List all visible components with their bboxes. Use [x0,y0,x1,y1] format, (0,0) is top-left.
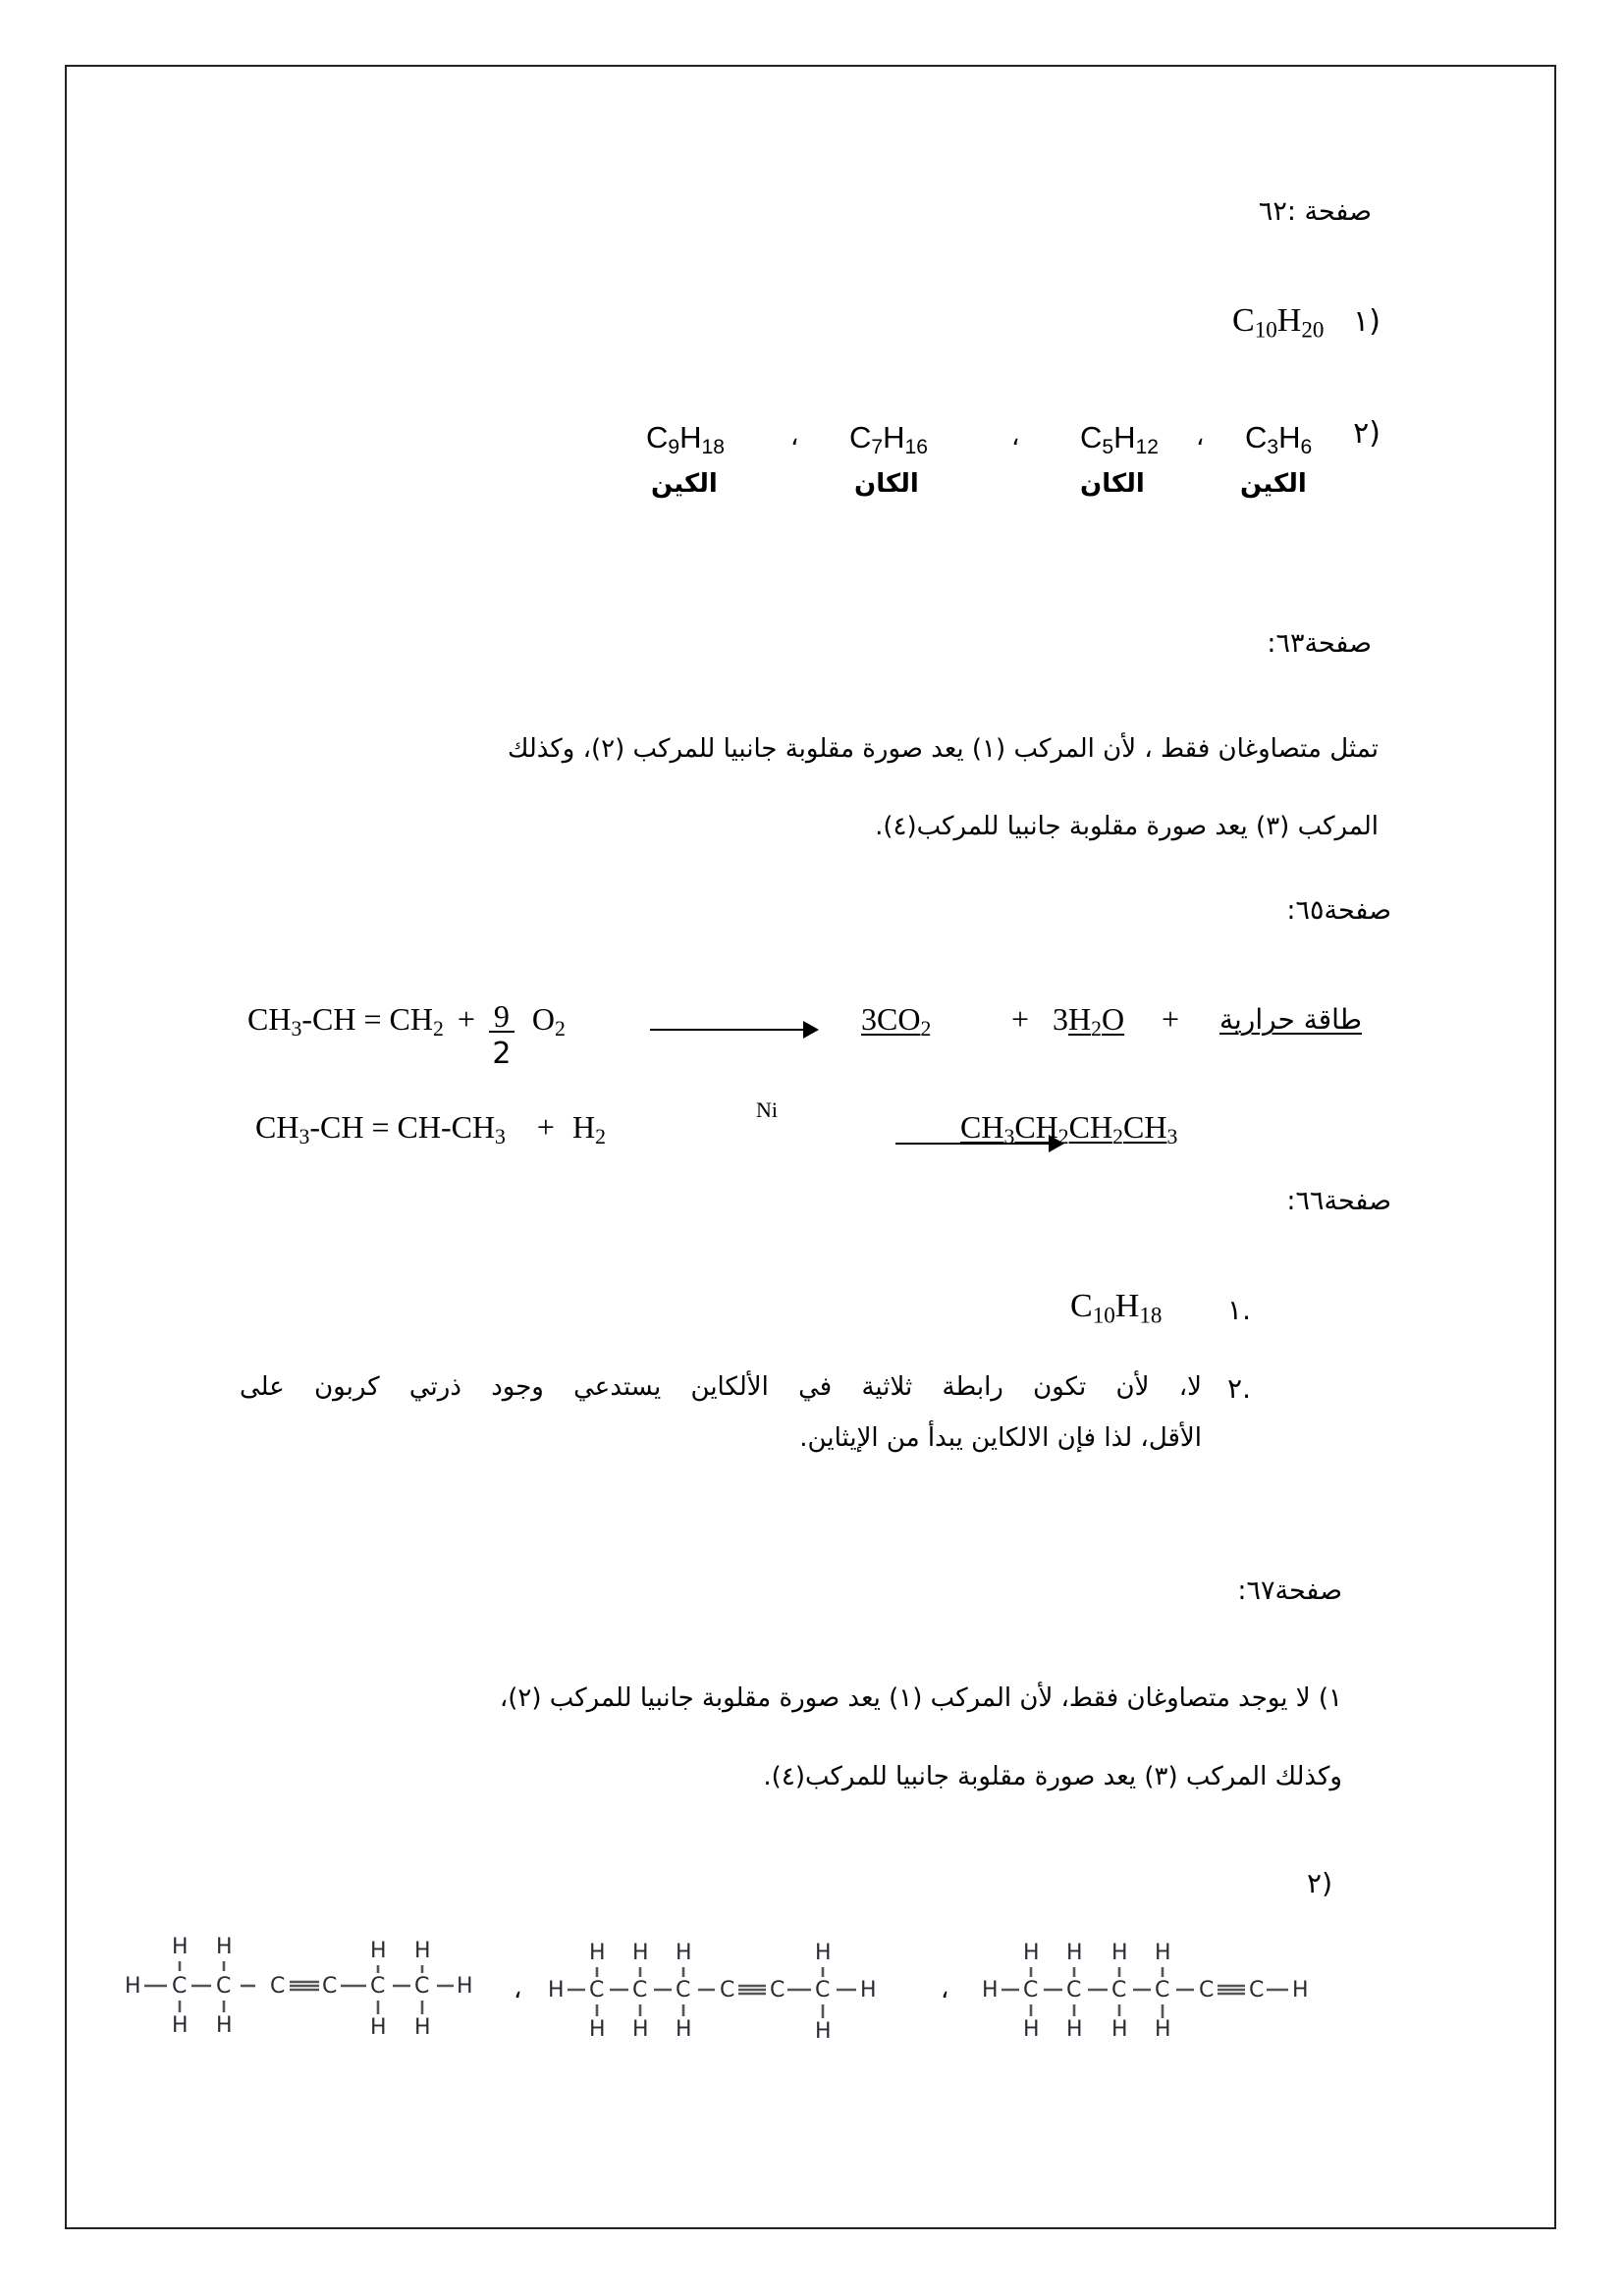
formula-subscript: 10 [1254,317,1277,344]
atom-carbon: C [270,1974,286,1999]
q2-number: (٢ [1353,416,1380,451]
compound-type-label: الكين [1240,469,1307,499]
paragraph-line: المركب (٣) يعد صورة مقلوبة جانبيا للمركب(٤). [875,812,1379,841]
formula-subscript: 6 [1300,435,1313,458]
formula-subscript: 2 [1057,1125,1069,1149]
atom-hydrogen: H [172,2013,189,2038]
paragraph-line: لا، لأن تكون رابطة ثلاثية في الألكاين يستدعي وجود ذرتي كربون على [240,1372,1202,1402]
fraction-coefficient [489,998,514,1071]
formula-subscript: 3 [1003,1125,1015,1149]
product-water [1053,1001,1125,1041]
catalyst-label: Ni [756,1097,778,1122]
list-number: .١ [1227,1294,1251,1326]
paragraph-line: وكذلك المركب (٣) يعد صورة مقلوبة جانبيا للمركب(٤). [763,1762,1342,1791]
paragraph-line: تمثل متصاوغان فقط ، لأن المركب (١) يعد صورة مقلوبة جانبيا للمركب (٢)، وكذلك [507,734,1379,764]
atom-hydrogen: H [216,1935,233,1959]
combustion-equation [247,998,566,1071]
atom-hydrogen: H [414,1939,431,1963]
separator: ، [941,1975,949,2004]
atom-hydrogen: H [216,2013,233,2038]
formula-subscript: 2 [1091,1017,1102,1041]
compound-type-label: الكان [854,469,919,499]
formula-text: CH [1068,1109,1113,1145]
formula-c10h20 [1232,302,1325,344]
formula-subscript: 3 [1166,1125,1178,1149]
formula-subscript: 10 [1092,1303,1115,1329]
formula-subscript: 18 [701,435,725,458]
formula-text: C [1070,1288,1093,1324]
plus-sign: + [1162,1001,1180,1037]
structural-formula-hex-3-yne [123,1932,496,2040]
formula-text: O [531,1001,555,1037]
formula-text: C [646,420,669,454]
formula-subscript: 3 [495,1125,506,1149]
section-header-p67: صفحة٦٧: [1237,1575,1342,1606]
q2-number: (٢ [1307,1867,1332,1899]
atom-hydrogen: H [632,1941,649,1965]
formula-subscript: 20 [1301,317,1325,344]
atom-carbon: C [815,1978,831,2002]
formula-element: H [1276,302,1302,339]
atom-hydrogen: H [1292,1978,1309,2002]
formula-text: CH [247,1001,292,1037]
formula-subscript: 18 [1139,1303,1163,1329]
atom-hydrogen: H [1155,1941,1171,1965]
list-number: .٢ [1227,1372,1251,1405]
formula-subscript: 7 [871,435,884,458]
formula-c10h18 [1070,1288,1163,1329]
formula-subscript: 12 [1135,435,1159,458]
formula-subscript: 2 [554,1017,566,1041]
formula-item [1245,420,1313,458]
formula-text: -CH = CH [301,1001,433,1037]
formula-text: CH [1122,1109,1167,1145]
formula-text: CH [255,1109,299,1145]
separator: ، [1011,422,1020,452]
formula-text: C [1245,420,1268,454]
reactant-propene [247,1001,444,1041]
formula-subscript: 5 [1102,435,1114,458]
formula-subscript: 3 [1267,435,1279,458]
formula-item [849,420,928,458]
atom-hydrogen: H [860,1978,877,2002]
separator: ، [514,1975,522,2004]
formula-text: H [1113,420,1136,454]
atom-hydrogen: H [1023,1941,1040,1965]
atom-hydrogen: H [1066,2017,1083,2042]
reactant-butene [255,1109,506,1149]
formula-subscript: 16 [904,435,928,458]
formula-item [646,420,725,458]
atom-carbon: C [1249,1978,1265,2002]
atom-carbon: C [322,1974,338,1999]
atom-hydrogen: H [1023,2017,1040,2042]
atom-carbon: C [589,1978,605,2002]
atom-hydrogen: H [457,1974,473,1999]
atom-carbon: C [1111,1978,1127,2002]
formula-item [1080,420,1159,458]
formula-text: C [1080,420,1103,454]
atom-carbon: C [414,1974,430,1999]
atom-hydrogen: H [1111,1941,1128,1965]
atom-carbon: C [1199,1978,1215,2002]
plus-sign: + [1011,1001,1030,1037]
formula-element: C [1232,302,1255,339]
formula-text: H [883,420,905,454]
formula-text: CH [960,1109,1004,1145]
atom-hydrogen: H [370,2015,387,2040]
atom-hydrogen: H [172,1935,189,1959]
atom-hydrogen: H [589,1941,606,1965]
atom-hydrogen: H [815,1941,832,1965]
reaction-arrow [650,1029,817,1031]
formula-text: H [679,420,702,454]
hydrogenation-equation [255,1109,606,1149]
fraction-numerator: 9 [489,1001,514,1033]
reactant-oxygen [531,1001,566,1041]
atom-hydrogen: H [589,2017,606,2042]
product-co2 [861,1001,932,1041]
formula-subscript: 2 [1112,1125,1123,1149]
product-heat-energy: طاقة حرارية [1219,1003,1362,1036]
formula-text: 3 [1053,1001,1068,1037]
atom-hydrogen: H [1155,2017,1171,2042]
formula-text: H [1114,1288,1140,1324]
atom-hydrogen: H [370,1939,387,1963]
q1-number: (١ [1353,304,1380,339]
formula-subscript: 2 [595,1125,606,1149]
paragraph-line: ١) لا يوجد متصاوغان فقط، لأن المركب (١) يعد صورة مقلوبة جانبيا للمركب (٢)، [499,1683,1342,1713]
atom-carbon: C [370,1974,386,1999]
atom-carbon: C [770,1978,785,2002]
atom-hydrogen: H [1066,1941,1083,1965]
formula-text: -CH = CH-CH [309,1109,496,1145]
formula-subscript: 2 [432,1017,444,1041]
compound-type-label: الكان [1080,469,1145,499]
formula-text: H [571,1109,596,1145]
atom-hydrogen: H [815,2019,832,2042]
product-butane [960,1109,1178,1149]
atom-hydrogen: H [982,1978,999,2002]
atom-h: H [125,1974,141,1999]
formula-text: O [1101,1001,1125,1037]
section-header-p66: صفحة٦٦: [1286,1186,1391,1216]
atom-carbon: C [632,1978,648,2002]
plus-sign: + [457,1001,475,1037]
atom-hydrogen: H [1111,2017,1128,2042]
atom-hydrogen: H [676,1941,692,1965]
atom-hydrogen: H [414,2015,431,2040]
section-header-p65: صفحة٦٥: [1286,895,1391,926]
atom-carbon: C [1155,1978,1170,2002]
formula-text: CH [1014,1109,1058,1145]
plus-sign: + [536,1109,555,1145]
formula-subscript: 9 [668,435,680,458]
reactant-hydrogen [571,1109,606,1149]
formula-subscript: 3 [291,1017,302,1041]
formula-text: C [849,420,872,454]
paragraph-line: الأقل، لذا فإن الالكاين يبدأ من الإيثاين. [799,1423,1202,1453]
section-header-p62: صفحة :٦٢ [1258,196,1372,227]
fraction-denominator: 2 [492,1037,512,1071]
section-header-p63: صفحة٦٣: [1267,628,1372,659]
atom-carbon: C [1066,1978,1082,2002]
page-border [65,65,1556,2229]
formula-subscript: 2 [920,1017,932,1041]
atom-hydrogen: H [548,1978,565,2002]
formula-subscript: 3 [298,1125,310,1149]
atom-hydrogen: H [632,2017,649,2042]
separator: ، [790,422,799,452]
formula-text: H [1278,420,1301,454]
structural-formula-hex-2-yne [548,1934,911,2042]
structural-formula-hex-1-yne [982,1934,1335,2042]
atom-carbon: C [172,1974,188,1999]
separator: ، [1196,422,1205,452]
atom-carbon: C [676,1978,691,2002]
compound-type-label: الكين [651,469,718,499]
atom-carbon: C [216,1974,232,1999]
atom-hydrogen: H [676,2017,692,2042]
atom-carbon: C [720,1978,735,2002]
formula-text: 3CO [861,1001,921,1037]
atom-carbon: C [1023,1978,1039,2002]
formula-text: H [1068,1001,1092,1037]
